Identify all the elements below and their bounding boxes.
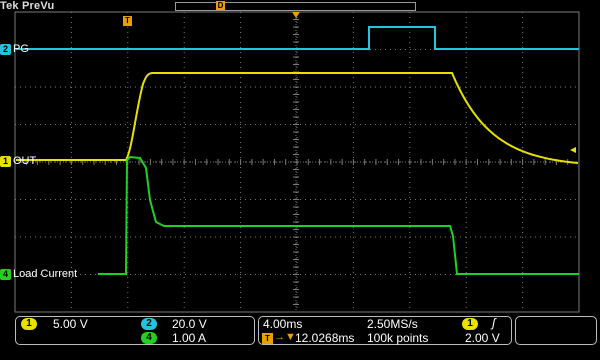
ch1-marker[interactable] xyxy=(0,155,36,167)
ch2-number: 2 xyxy=(0,44,11,55)
ch1-scale: 5.00 V xyxy=(53,317,88,331)
ch2-label: PG xyxy=(13,43,29,56)
ch1-number: 1 xyxy=(0,156,11,167)
ch4-scale-badge: 4 xyxy=(141,332,157,344)
record-length: 100k points xyxy=(367,331,429,345)
record-view-bar[interactable] xyxy=(175,2,416,11)
trigger-level: 2.00 V xyxy=(465,331,500,345)
extra-readout-box[interactable] xyxy=(515,316,597,345)
ch2-scale-badge: 2 xyxy=(141,318,157,330)
trigger-pos-icon: T xyxy=(262,333,273,344)
ch4-label: Load Current xyxy=(13,268,78,281)
trigger-source-badge: 1 xyxy=(462,318,478,330)
trigger-slope-icon: ʃ xyxy=(492,316,496,330)
trigger-position: 12.0268ms xyxy=(295,331,355,345)
ch1-label: OUT xyxy=(13,155,37,168)
ch4-scale: 1.00 A xyxy=(172,331,207,345)
record-position-marker[interactable]: D xyxy=(217,1,224,10)
ch1-scale-badge: 1 xyxy=(21,318,37,330)
time-per-div: 4.00ms xyxy=(263,317,303,331)
ch4-number: 4 xyxy=(0,269,11,280)
ch4-marker[interactable] xyxy=(0,268,77,280)
trigger-position-arrow-icon xyxy=(292,12,300,18)
ch4-load-current-trace xyxy=(98,157,579,274)
graticule xyxy=(15,12,579,312)
arrow-right-icon: →▼ xyxy=(274,331,296,343)
horizontal-trigger-box[interactable] xyxy=(258,316,512,345)
status-bar xyxy=(0,313,600,360)
vertical-scale-box[interactable] xyxy=(15,316,255,345)
ch2-marker[interactable] xyxy=(0,43,29,55)
ch2-scale: 20.0 V xyxy=(172,317,207,331)
ch1-level-arrow-icon xyxy=(570,147,576,153)
scope-title: Tek PreVu xyxy=(0,0,55,12)
trigger-time-marker[interactable]: T xyxy=(123,16,132,26)
sample-rate: 2.50MS/s xyxy=(367,317,418,331)
